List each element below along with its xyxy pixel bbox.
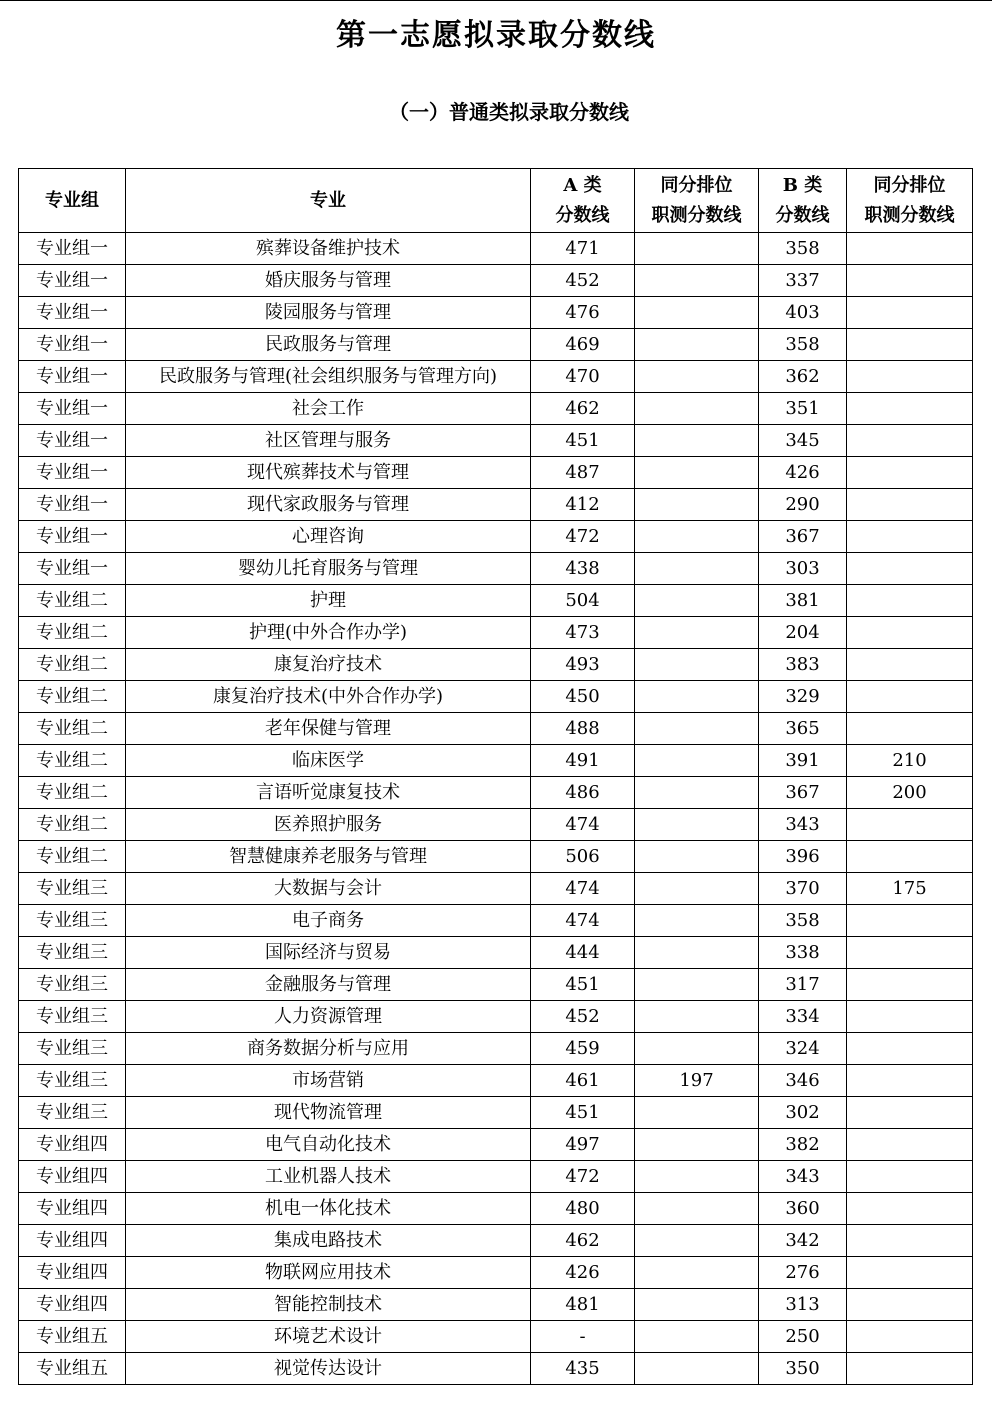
cell-b-score: 382 [759,1129,847,1161]
cell-a-tie-score [635,1321,759,1353]
cell-major: 护理 [126,585,531,617]
cell-b-score: 317 [759,969,847,1001]
cell-b-tie-score [847,425,973,457]
cell-a-score: 451 [531,425,635,457]
cell-b-tie-score [847,1193,973,1225]
cell-b-score: 250 [759,1321,847,1353]
table-row [19,809,973,841]
table-row [19,1225,973,1257]
cell-group: 专业组一 [19,297,126,329]
table-row [19,233,973,265]
cell-a-tie-score [635,1289,759,1321]
cell-b-score: 345 [759,425,847,457]
cell-group: 专业组二 [19,745,126,777]
header-b-score: B 类 分数线 [759,169,847,233]
cell-group: 专业组二 [19,681,126,713]
cell-b-score: 362 [759,361,847,393]
cell-major: 电子商务 [126,905,531,937]
cell-group: 专业组一 [19,553,126,585]
cell-a-tie-score [635,425,759,457]
cell-a-tie-score [635,1033,759,1065]
cell-a-score: 438 [531,553,635,585]
cell-a-score: 461 [531,1065,635,1097]
table-row [19,617,973,649]
cell-b-score: 381 [759,585,847,617]
table-row [19,841,973,873]
table-row [19,649,973,681]
cell-major: 环境艺术设计 [126,1321,531,1353]
cell-a-score: 472 [531,521,635,553]
cell-group: 专业组一 [19,425,126,457]
cell-a-tie-score [635,617,759,649]
cell-group: 专业组二 [19,617,126,649]
cell-major: 金融服务与管理 [126,969,531,1001]
cell-group: 专业组一 [19,489,126,521]
cell-b-tie-score [847,265,973,297]
cell-major: 机电一体化技术 [126,1193,531,1225]
cell-a-tie-score [635,745,759,777]
cell-group: 专业组一 [19,457,126,489]
cell-b-score: 360 [759,1193,847,1225]
cell-b-tie-score [847,937,973,969]
cell-b-score: 346 [759,1065,847,1097]
cell-b-tie-score [847,297,973,329]
table-row [19,425,973,457]
cell-group: 专业组一 [19,393,126,425]
cell-major: 商务数据分析与应用 [126,1033,531,1065]
table-row [19,1065,973,1097]
cell-group: 专业组四 [19,1257,126,1289]
table-row [19,1001,973,1033]
cell-a-tie-score [635,1001,759,1033]
cell-major: 护理(中外合作办学) [126,617,531,649]
cell-b-tie-score: 210 [847,745,973,777]
cell-major: 电气自动化技术 [126,1129,531,1161]
cell-b-score: 383 [759,649,847,681]
cell-b-tie-score [847,553,973,585]
cell-a-tie-score [635,1225,759,1257]
cell-b-score: 403 [759,297,847,329]
cell-a-tie-score [635,649,759,681]
header-a-tie-score: 同分排位 职测分数线 [635,169,759,233]
cell-a-tie-score [635,489,759,521]
cell-b-tie-score [847,1065,973,1097]
cell-b-score: 338 [759,937,847,969]
cell-a-tie-score [635,393,759,425]
cell-major: 医养照护服务 [126,809,531,841]
cell-a-tie-score [635,233,759,265]
cell-a-score: 476 [531,297,635,329]
cell-a-tie-score [635,521,759,553]
cell-b-tie-score [847,905,973,937]
cell-b-score: 367 [759,521,847,553]
cell-a-score: 474 [531,905,635,937]
cell-b-score: 302 [759,1097,847,1129]
cell-a-tie-score [635,1161,759,1193]
cell-major: 智能控制技术 [126,1289,531,1321]
table-row [19,1193,973,1225]
cell-group: 专业组四 [19,1193,126,1225]
cell-major: 国际经济与贸易 [126,937,531,969]
cell-major: 工业机器人技术 [126,1161,531,1193]
table-row [19,265,973,297]
cell-group: 专业组四 [19,1225,126,1257]
cell-a-score: - [531,1321,635,1353]
cell-major: 现代殡葬技术与管理 [126,457,531,489]
table-row [19,745,973,777]
cell-major: 婴幼儿托育服务与管理 [126,553,531,585]
cell-major: 人力资源管理 [126,1001,531,1033]
top-border-line [0,0,992,1]
cell-b-score: 358 [759,905,847,937]
cell-major: 大数据与会计 [126,873,531,905]
cell-b-score: 358 [759,329,847,361]
cell-group: 专业组三 [19,937,126,969]
page-title: 第一志愿拟录取分数线 [336,18,656,53]
cell-b-tie-score [847,1033,973,1065]
score-table [18,168,973,1385]
cell-b-tie-score [847,617,973,649]
cell-group: 专业组三 [19,873,126,905]
cell-major: 康复治疗技术(中外合作办学) [126,681,531,713]
cell-a-tie-score [635,329,759,361]
cell-a-tie-score [635,1193,759,1225]
cell-a-score: 470 [531,361,635,393]
cell-major: 民政服务与管理 [126,329,531,361]
cell-major: 智慧健康养老服务与管理 [126,841,531,873]
cell-major: 现代物流管理 [126,1097,531,1129]
cell-a-tie-score: 197 [635,1065,759,1097]
cell-b-score: 337 [759,265,847,297]
cell-major: 临床医学 [126,745,531,777]
cell-major: 康复治疗技术 [126,649,531,681]
cell-group: 专业组二 [19,649,126,681]
table-row [19,1129,973,1161]
cell-a-score: 451 [531,1097,635,1129]
table-row [19,553,973,585]
table-row [19,1097,973,1129]
cell-a-score: 412 [531,489,635,521]
cell-b-tie-score [847,969,973,1001]
table-row [19,393,973,425]
table-row [19,937,973,969]
cell-a-tie-score [635,1097,759,1129]
cell-group: 专业组三 [19,1001,126,1033]
cell-group: 专业组一 [19,329,126,361]
cell-a-score: 487 [531,457,635,489]
header-major: 专业 [126,169,531,233]
cell-b-tie-score [847,1289,973,1321]
table-row [19,905,973,937]
cell-b-tie-score [847,713,973,745]
table-header [19,169,973,233]
table-row [19,521,973,553]
cell-a-score: 488 [531,713,635,745]
section-subtitle: （一）普通类拟录取分数线 [389,100,629,124]
cell-b-tie-score [847,1257,973,1289]
cell-a-tie-score [635,361,759,393]
cell-a-score: 506 [531,841,635,873]
cell-major: 民政服务与管理(社会组织服务与管理方向) [126,361,531,393]
cell-group: 专业组一 [19,233,126,265]
cell-a-score: 462 [531,1225,635,1257]
cell-b-score: 350 [759,1353,847,1385]
cell-a-score: 481 [531,1289,635,1321]
cell-b-tie-score [847,233,973,265]
cell-b-score: 358 [759,233,847,265]
cell-major: 陵园服务与管理 [126,297,531,329]
cell-a-tie-score [635,841,759,873]
cell-a-score: 462 [531,393,635,425]
cell-major: 言语听觉康复技术 [126,777,531,809]
cell-a-tie-score [635,937,759,969]
cell-a-tie-score [635,809,759,841]
table-row [19,681,973,713]
cell-a-score: 480 [531,1193,635,1225]
cell-b-score: 204 [759,617,847,649]
cell-a-score: 497 [531,1129,635,1161]
table-row [19,873,973,905]
cell-b-tie-score [847,393,973,425]
cell-b-tie-score [847,1225,973,1257]
cell-group: 专业组一 [19,265,126,297]
cell-b-tie-score [847,457,973,489]
header-a-score: A 类 分数线 [531,169,635,233]
cell-major: 婚庆服务与管理 [126,265,531,297]
cell-b-score: 343 [759,1161,847,1193]
cell-b-score: 426 [759,457,847,489]
cell-a-score: 469 [531,329,635,361]
cell-b-score: 396 [759,841,847,873]
cell-a-tie-score [635,681,759,713]
table-row [19,777,973,809]
cell-group: 专业组一 [19,361,126,393]
cell-b-score: 334 [759,1001,847,1033]
table-row [19,1321,973,1353]
cell-b-tie-score [847,329,973,361]
cell-major: 社区管理与服务 [126,425,531,457]
cell-a-score: 491 [531,745,635,777]
cell-group: 专业组五 [19,1321,126,1353]
cell-group: 专业组三 [19,1065,126,1097]
cell-group: 专业组三 [19,1033,126,1065]
table-row [19,489,973,521]
table-row [19,585,973,617]
cell-b-tie-score [847,521,973,553]
cell-a-tie-score [635,1257,759,1289]
cell-b-score: 324 [759,1033,847,1065]
cell-b-tie-score [847,841,973,873]
cell-group: 专业组二 [19,777,126,809]
cell-major: 物联网应用技术 [126,1257,531,1289]
table-row [19,457,973,489]
cell-a-score: 444 [531,937,635,969]
cell-b-tie-score [847,1001,973,1033]
cell-b-score: 391 [759,745,847,777]
cell-group: 专业组二 [19,585,126,617]
cell-a-score: 472 [531,1161,635,1193]
cell-major: 视觉传达设计 [126,1353,531,1385]
cell-a-tie-score [635,969,759,1001]
table-row [19,713,973,745]
cell-group: 专业组一 [19,521,126,553]
cell-group: 专业组四 [19,1161,126,1193]
cell-a-tie-score [635,873,759,905]
cell-b-score: 351 [759,393,847,425]
cell-group: 专业组三 [19,905,126,937]
table-row [19,297,973,329]
cell-b-score: 365 [759,713,847,745]
cell-major: 老年保健与管理 [126,713,531,745]
table-row [19,1033,973,1065]
cell-a-score: 493 [531,649,635,681]
cell-a-score: 452 [531,265,635,297]
table-row [19,1289,973,1321]
cell-a-score: 459 [531,1033,635,1065]
cell-a-score: 435 [531,1353,635,1385]
cell-b-score: 367 [759,777,847,809]
cell-b-score: 303 [759,553,847,585]
cell-group: 专业组三 [19,1097,126,1129]
cell-a-tie-score [635,1129,759,1161]
cell-b-tie-score [847,489,973,521]
cell-b-score: 313 [759,1289,847,1321]
table-row [19,329,973,361]
cell-a-tie-score [635,713,759,745]
header-b-tie-score: 同分排位 职测分数线 [847,169,973,233]
cell-major: 现代家政服务与管理 [126,489,531,521]
cell-b-tie-score [847,1353,973,1385]
cell-b-tie-score [847,1161,973,1193]
cell-a-score: 471 [531,233,635,265]
cell-b-tie-score [847,681,973,713]
cell-a-tie-score [635,777,759,809]
cell-group: 专业组四 [19,1289,126,1321]
table-body [19,233,973,1385]
table-row [19,1161,973,1193]
cell-b-tie-score [847,649,973,681]
header-group: 专业组 [19,169,126,233]
cell-b-tie-score: 175 [847,873,973,905]
cell-a-score: 504 [531,585,635,617]
cell-a-score: 486 [531,777,635,809]
cell-b-tie-score: 200 [847,777,973,809]
cell-b-score: 370 [759,873,847,905]
cell-a-tie-score [635,905,759,937]
table-row [19,969,973,1001]
cell-a-tie-score [635,265,759,297]
cell-a-score: 474 [531,809,635,841]
cell-b-score: 342 [759,1225,847,1257]
cell-major: 社会工作 [126,393,531,425]
cell-b-score: 343 [759,809,847,841]
cell-a-tie-score [635,1353,759,1385]
cell-major: 集成电路技术 [126,1225,531,1257]
cell-group: 专业组三 [19,969,126,1001]
cell-a-score: 451 [531,969,635,1001]
cell-a-tie-score [635,553,759,585]
cell-major: 殡葬设备维护技术 [126,233,531,265]
cell-group: 专业组四 [19,1129,126,1161]
cell-group: 专业组二 [19,713,126,745]
cell-b-tie-score [847,585,973,617]
cell-a-tie-score [635,585,759,617]
cell-major: 市场营销 [126,1065,531,1097]
cell-a-score: 474 [531,873,635,905]
cell-b-score: 276 [759,1257,847,1289]
header-row [19,169,973,233]
cell-group: 专业组二 [19,809,126,841]
cell-a-score: 452 [531,1001,635,1033]
cell-b-tie-score [847,1321,973,1353]
cell-group: 专业组二 [19,841,126,873]
cell-b-tie-score [847,361,973,393]
cell-b-tie-score [847,809,973,841]
table-row [19,1353,973,1385]
cell-a-tie-score [635,457,759,489]
cell-a-score: 473 [531,617,635,649]
cell-a-score: 450 [531,681,635,713]
cell-b-tie-score [847,1097,973,1129]
table-row [19,1257,973,1289]
cell-b-score: 290 [759,489,847,521]
cell-group: 专业组五 [19,1353,126,1385]
cell-b-score: 329 [759,681,847,713]
cell-a-tie-score [635,297,759,329]
cell-a-score: 426 [531,1257,635,1289]
cell-major: 心理咨询 [126,521,531,553]
cell-b-tie-score [847,1129,973,1161]
table-row [19,361,973,393]
